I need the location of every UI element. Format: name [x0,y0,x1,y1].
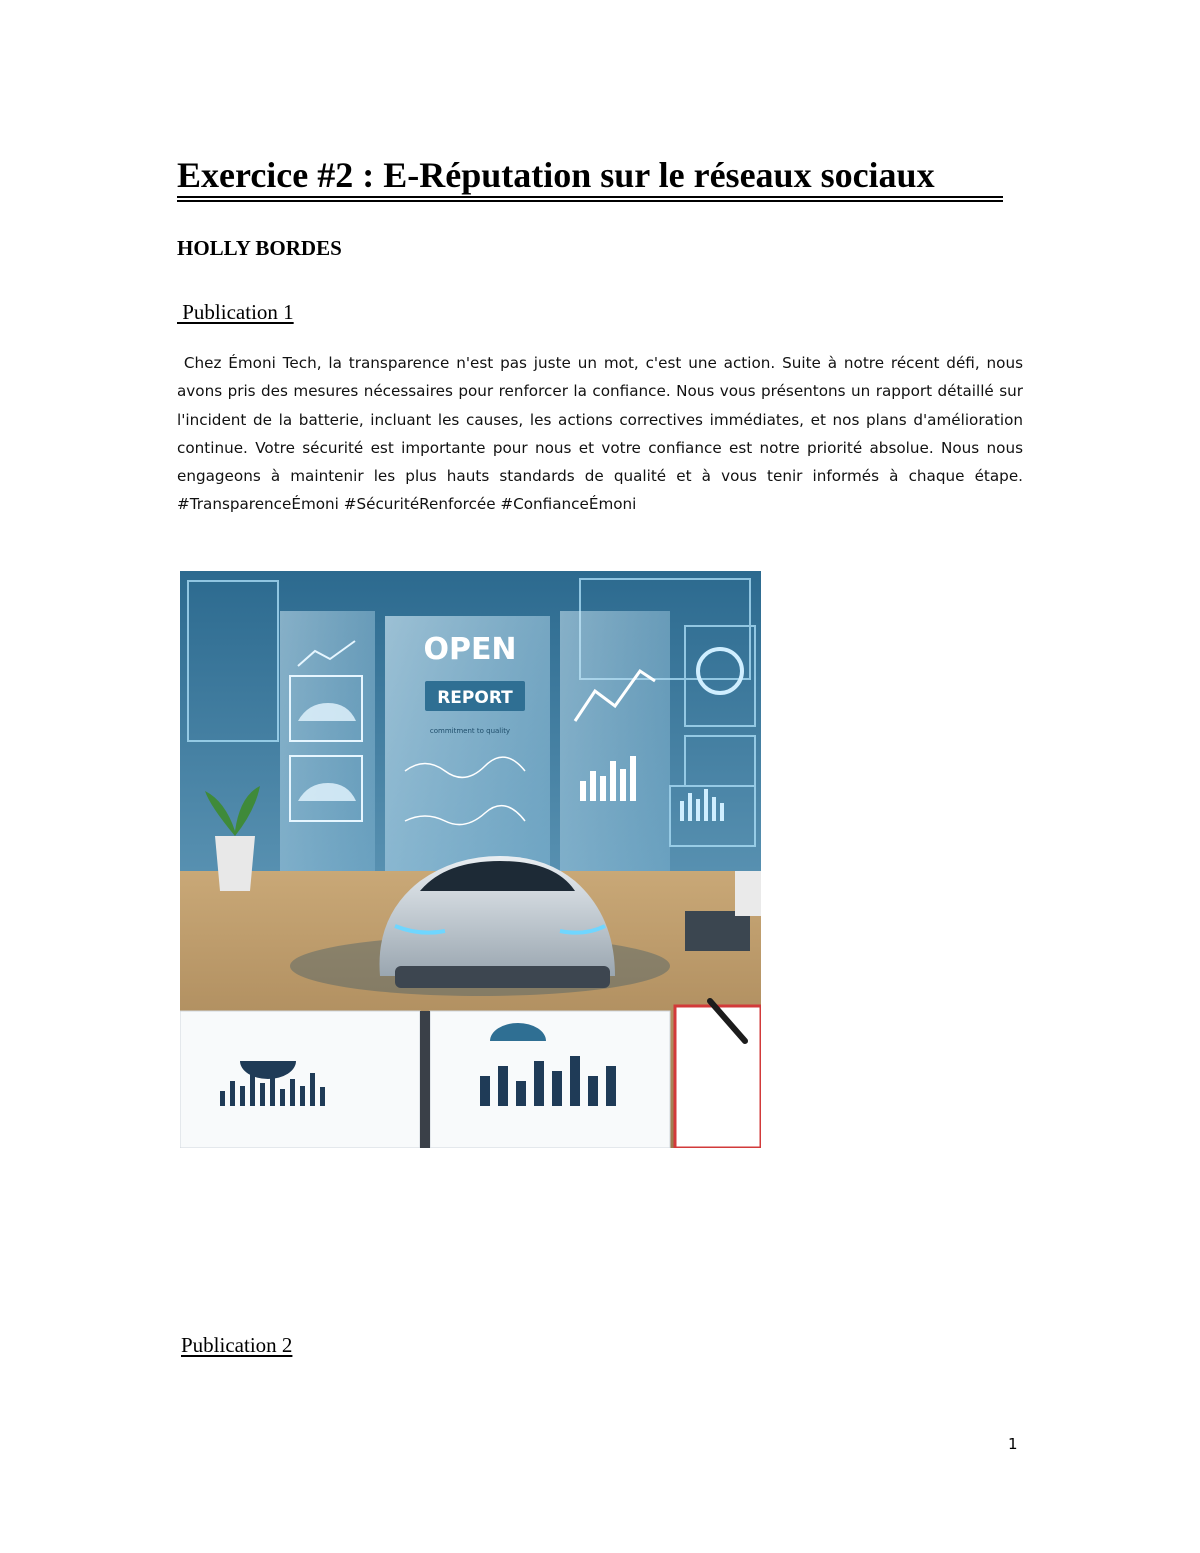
title-underline [177,196,1003,198]
publication-2-heading: Publication 2 [181,1333,293,1357]
panel-heading: OPEN [423,632,517,667]
publication-1-image [180,571,761,1148]
publication-1-heading: Publication 1 [177,300,294,324]
author-name: HOLLY BORDES [177,236,342,260]
panel-caption: commitment to quality [429,727,511,735]
panel-badge: REPORT [437,688,513,708]
page-number: 1 [1008,1435,1018,1453]
title-underline-second [177,200,1003,202]
publication-1-body: Chez Émoni Tech, la transparence n'est pas juste un mot, c'est une action. Suite à notre récent défi, nous avons pris des mesures nécessaires pour renforcer la confiance. Nous vous présentons un rapport détaillé sur l'incident de la batterie, incluant les causes, les actions correctives immédiates, et nos plans d'amélioration continue. Votre sécurité est importante pour nous et votre confiance est notre priorité absolue. Nous nous engageons à maintenir les plus hauts standards de qualité et à vous tenir informés à chaque étape. #TransparenceÉmoni #SécuritéRenforcée #ConfianceÉmoni [177,354,1028,514]
document-title: Exercice #2 : E-Réputation sur le réseaux sociaux [177,155,935,195]
